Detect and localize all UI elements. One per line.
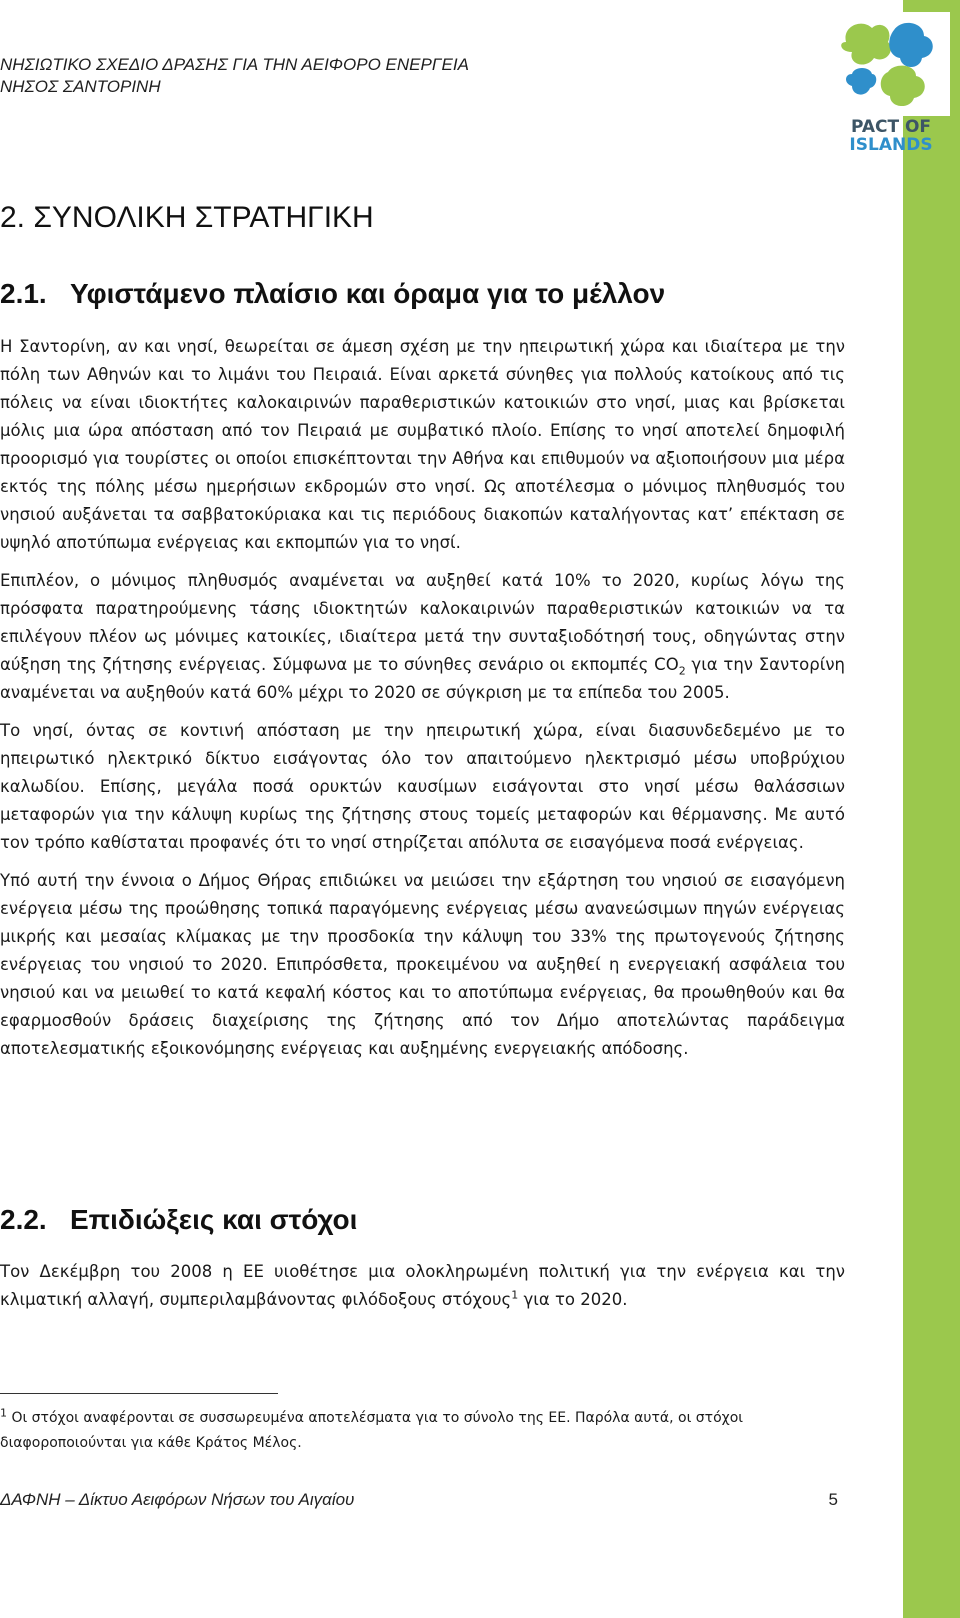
logo-text-line2: ISLANDS [849, 135, 933, 155]
footnote-separator [0, 1393, 278, 1394]
paragraph: Υπό αυτή την έννοια ο Δήμος Θήρας επιδιώκει να μειώσει την εξάρτηση του νησιού σε εισαγόμενη ενέργεια μέσω της προώθησης τοπικά παραγόμενης ενέργειας μέσω ανανεώσιμων πηγών ενέργειας μικρής και μεσαίας κλίμακας με την προσδοκία την κάλυψη του 33% της πρωτογενούς ζήτησης ενέργειας του νησιού το 2020. Επιπρόσθετα, προκειμένου να αυξηθεί η ενεργειακή ασφάλεια του νησιού και να μειωθεί το κατά κεφαλή κόστος και το αποτύπωμα ενέργειας, θα προωθηθούν και θα εφαρμοσθούν δράσεις διαχείρισης της ζήτησης από τον Δήμο αποτελώντας παράδειγμα αποτελεσματικής εξοικονόμησης ενέργειας και αυξημένης ενεργειακής απόδοσης. [0, 871, 845, 1058]
section-2-2-body [0, 1258, 845, 1324]
paragraph [0, 567, 845, 707]
header-title: ΝΗΣΙΩΤΙΚΟ ΣΧΕΔΙΟ ΔΡΑΣΗΣ ΓΙΑ ΤΗΝ ΑΕΙΦΟΡΟ ΕΝΕΡΓΕΙΑ [0, 55, 469, 74]
paragraph-text: Επιπλέον, ο μόνιμος πληθυσμός αναμένεται να αυξηθεί κατά 10% το 2020, κυρίως λόγω της πρόσφατα παρατηρούμενης τάσης ιδιοκτητών καλοκαιρινών παραθεριστικών κατοικιών να τα επιλέγουν πλέον ως μόνιμες κατοικίες, ιδιαίτερα μετά την συνταξιοδότησή τους, οδηγώντας στην αύξηση της ζήτησης ενέργειας. Σύμφωνα με το σύνηθες σενάριο οι εκπομπές CO [0, 571, 845, 674]
logo-graphic-icon [832, 12, 950, 116]
paragraph-text: για το 2020. [518, 1290, 628, 1309]
document-header [0, 54, 469, 98]
subscript: 2 [678, 664, 686, 678]
document-footer [0, 1488, 838, 1512]
paragraph: Το νησί, όντας σε κοντινή απόσταση με την ηπειρωτική χώρα, είναι διασυνδεδεμένο με το ηπειρωτικό ηλεκτρικό δίκτυο εισάγοντας όλο τον απαιτούμενο ηλεκτρισμό μέσω υποβρύχιου καλωδίου. Επίσης, μεγάλα ποσά ορυκτών καυσίμων εισάγονται στο νησί μέσω θαλάσσιων μεταφορών για την κάλυψη κυρίως της ζήτησης στους τομείς μεταφορών και θέρμανσης. Με αυτό τον τρόπο καθίσταται προφανές ότι το νησί στηρίζεται απόλυτα σε εισαγόμενα ποσά ενέργειας. [0, 721, 845, 852]
header-subtitle: ΝΗΣΟΣ ΣΑΝΤΟΡΙΝΗ [0, 77, 161, 96]
logo-text-line1: PACT OF [850, 117, 932, 137]
footnote [0, 1406, 845, 1456]
paragraph-text: για την Σαντορίνη αναμένεται να αυξηθούν κατά 60% μέχρι το 2020 σε σύγκριση με τα επίπεδα του 2005. [0, 655, 845, 702]
footnote-text: Οι στόχοι αναφέρονται σε συσσωρευμένα αποτελέσματα για το σύνολο της ΕΕ. Παρόλα αυτά, οι στόχοι διαφοροποιούνται για κάθε Κράτος Μέλος. [0, 1410, 744, 1451]
chapter-title: 2. ΣΥΝΟΛΙΚΗ ΣΤΡΑΤΗΓΙΚΗ [0, 201, 374, 234]
pact-of-islands-logo [832, 12, 950, 162]
footnote-reference[interactable]: 1 [511, 1288, 519, 1302]
page-number: 5 [828, 1490, 838, 1509]
paragraph-text: Τον Δεκέμβρη του 2008 η ΕΕ υιοθέτησε μια ολοκληρωμένη πολιτική για την ενέργεια και την κλιματική αλλαγή, συμπεριλαμβάνοντας φιλόδοξους στόχους [0, 1262, 845, 1309]
paragraph [0, 1258, 845, 1314]
section-number: 2.2. [0, 1204, 47, 1235]
footnote-marker: 1 [0, 1406, 7, 1420]
section-title: Επιδιώξεις και στόχοι [70, 1204, 358, 1235]
footer-text: ΔΑΦΝΗ – Δίκτυο Αειφόρων Νήσων του Αιγαίου [0, 1490, 355, 1509]
section-number: 2.1. [0, 278, 47, 309]
side-accent-bar [903, 0, 960, 1618]
section-2-1-body [0, 333, 845, 1073]
paragraph: Η Σαντορίνη, αν και νησί, θεωρείται σε άμεση σχέση με την ηπειρωτική χώρα και ιδιαίτερα με την πόλη των Αθηνών και το λιμάνι του Πειραιά. Είναι αρκετά σύνηθες για πολλούς κατοίκους από τις πόλεις να είναι ιδιοκτήτες καλοκαιρινών παραθεριστικών κατοικιών στο νησί, μιας και βρίσκεται μόλις μια ώρα απόσταση από τον Πειραιά με συμβατικό πλοίο. Επίσης το νησί αποτελεί δημοφιλή προορισμό για τουρίστες οι οποίοι επισκέπτονται την Αθήνα και επιθυμούν να αξιοποιήσουν μια μέρα εκτός της πόλης μέσω ημερήσιων εκδρομών στο νησί. Ως αποτέλεσμα ο μόνιμος πληθυσμός του νησιού αυξάνεται τα σαββατοκύριακα και τις περιόδους διακοπών καταλήγοντας κατ’ επέκταση σε υψηλό αποτύπωμα ενέργειας και εκπομπών για το νησί. [0, 337, 845, 552]
section-heading-2-1 [0, 275, 665, 313]
section-heading-2-2 [0, 1201, 357, 1239]
section-title: Υφιστάμενο πλαίσιο και όραμα για το μέλλον [70, 278, 666, 309]
